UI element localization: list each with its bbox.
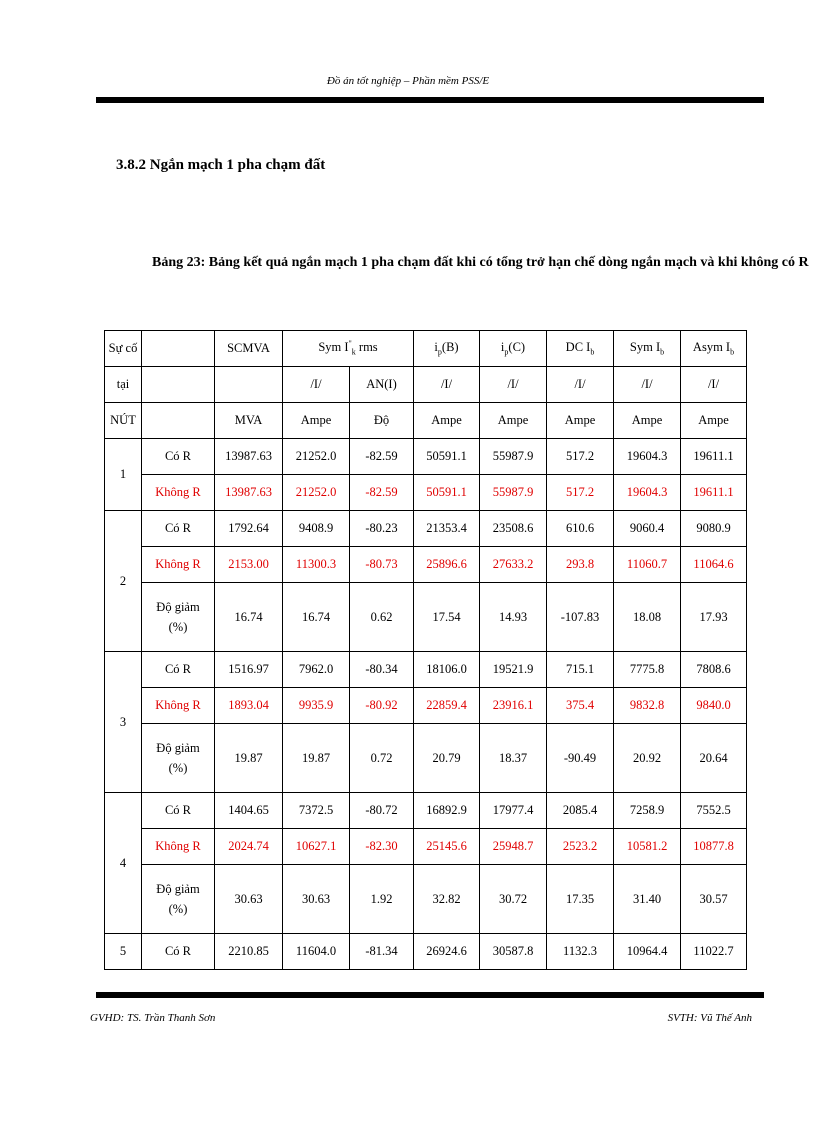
table-row bbox=[105, 724, 747, 793]
value-cell: -81.34 bbox=[350, 934, 414, 970]
value-cell: 19611.1 bbox=[681, 439, 747, 475]
node-id-cell: 1 bbox=[105, 439, 142, 511]
value-cell: 1404.65 bbox=[215, 793, 283, 829]
value-cell: 18.08 bbox=[614, 583, 681, 652]
row-label-cell bbox=[142, 865, 215, 934]
page-header: Đồ án tốt nghiệp – Phần mềm PSS/E bbox=[326, 75, 490, 87]
table-row bbox=[105, 934, 747, 970]
value-cell: 50591.1 bbox=[414, 439, 480, 475]
value-cell: 19521.9 bbox=[480, 652, 547, 688]
value-cell: -82.59 bbox=[350, 439, 414, 475]
value-cell: 30587.8 bbox=[480, 934, 547, 970]
section-title: 3.8.2 Ngắn mạch 1 pha chạm đất bbox=[116, 157, 326, 173]
value-cell: 20.92 bbox=[614, 724, 681, 793]
row-label-cell: Có R bbox=[142, 511, 215, 547]
header-blank bbox=[142, 403, 215, 439]
header-rule bbox=[96, 97, 764, 103]
value-cell: 2024.74 bbox=[215, 829, 283, 865]
header-unit: /I/ bbox=[614, 367, 681, 403]
value-cell: 2085.4 bbox=[547, 793, 614, 829]
value-cell: 25948.7 bbox=[480, 829, 547, 865]
row-label-line: Độ giảm bbox=[156, 600, 200, 614]
value-cell: -107.83 bbox=[547, 583, 614, 652]
footer-student: SVTH: Vũ Thế Anh bbox=[667, 1012, 752, 1024]
header-unit: /I/ bbox=[547, 367, 614, 403]
row-label-line: Độ giảm bbox=[156, 882, 200, 896]
value-cell: 2523.2 bbox=[547, 829, 614, 865]
table-row bbox=[105, 475, 747, 511]
value-cell: 17.35 bbox=[547, 865, 614, 934]
value-cell: 20.64 bbox=[681, 724, 747, 793]
value-cell: 50591.1 bbox=[414, 475, 480, 511]
value-cell: 11060.7 bbox=[614, 547, 681, 583]
value-cell: 11064.6 bbox=[681, 547, 747, 583]
value-cell: 1516.97 bbox=[215, 652, 283, 688]
row-label-cell bbox=[142, 583, 215, 652]
value-cell: 30.72 bbox=[480, 865, 547, 934]
header-row-2 bbox=[105, 367, 747, 403]
value-cell: 1893.04 bbox=[215, 688, 283, 724]
header-sym-ik: Sym $I^"_k$ rms bbox=[283, 331, 414, 367]
value-cell: 16.74 bbox=[215, 583, 283, 652]
table-row bbox=[105, 547, 747, 583]
value-cell: 16892.9 bbox=[414, 793, 480, 829]
header-ip-b: $i_p(B)$ bbox=[414, 331, 480, 367]
value-cell: 13987.63 bbox=[215, 475, 283, 511]
header-unit: /I/ bbox=[414, 367, 480, 403]
value-cell: -80.72 bbox=[350, 793, 414, 829]
header-unit: MVA bbox=[215, 403, 283, 439]
value-cell: 375.4 bbox=[547, 688, 614, 724]
value-cell: 517.2 bbox=[547, 439, 614, 475]
header-blank bbox=[215, 367, 283, 403]
header-unit: Ampe bbox=[547, 403, 614, 439]
value-cell: 19604.3 bbox=[614, 475, 681, 511]
value-cell: 20.79 bbox=[414, 724, 480, 793]
node-id-cell: 2 bbox=[105, 511, 142, 652]
value-cell: -80.73 bbox=[350, 547, 414, 583]
value-cell: 9408.9 bbox=[283, 511, 350, 547]
value-cell: 25145.6 bbox=[414, 829, 480, 865]
value-cell: 25896.6 bbox=[414, 547, 480, 583]
value-cell: 9832.8 bbox=[614, 688, 681, 724]
header-unit: Ampe bbox=[480, 403, 547, 439]
row-label-cell: Có R bbox=[142, 439, 215, 475]
value-cell: 293.8 bbox=[547, 547, 614, 583]
value-cell: 16.74 bbox=[283, 583, 350, 652]
value-cell: 2153.00 bbox=[215, 547, 283, 583]
table-caption: Bảng 23: Bảng kết quả ngắn mạch 1 pha chạm đất khi có tổng trở hạn chế dòng ngắn mạch và khi không có R bbox=[152, 255, 809, 270]
header-unit: Ampe bbox=[414, 403, 480, 439]
value-cell: 19.87 bbox=[215, 724, 283, 793]
value-cell: 610.6 bbox=[547, 511, 614, 547]
value-cell: 517.2 bbox=[547, 475, 614, 511]
header-blank bbox=[142, 367, 215, 403]
value-cell: -80.92 bbox=[350, 688, 414, 724]
row-label-line: (%) bbox=[168, 902, 188, 916]
value-cell: 17977.4 bbox=[480, 793, 547, 829]
value-cell: 23916.1 bbox=[480, 688, 547, 724]
header-unit: Ampe bbox=[614, 403, 681, 439]
row-label-cell: Có R bbox=[142, 934, 215, 970]
value-cell: 14.93 bbox=[480, 583, 547, 652]
row-label-line: (%) bbox=[168, 761, 188, 775]
value-cell: -80.34 bbox=[350, 652, 414, 688]
header-unit: Độ bbox=[350, 403, 414, 439]
row-label-cell: Có R bbox=[142, 652, 215, 688]
value-cell: 13987.63 bbox=[215, 439, 283, 475]
table-row bbox=[105, 439, 747, 475]
header-unit: Ampe bbox=[681, 403, 747, 439]
value-cell: 23508.6 bbox=[480, 511, 547, 547]
table-row bbox=[105, 793, 747, 829]
value-cell: 715.1 bbox=[547, 652, 614, 688]
header-sym-ib: Sym $I_b$ bbox=[614, 331, 681, 367]
value-cell: 27633.2 bbox=[480, 547, 547, 583]
value-cell: 32.82 bbox=[414, 865, 480, 934]
footer-rule bbox=[96, 992, 764, 998]
header-ip-c: $i_p(C)$ bbox=[480, 331, 547, 367]
value-cell: 17.54 bbox=[414, 583, 480, 652]
value-cell: 0.72 bbox=[350, 724, 414, 793]
value-cell: 7808.6 bbox=[681, 652, 747, 688]
value-cell: 30.57 bbox=[681, 865, 747, 934]
value-cell: 9935.9 bbox=[283, 688, 350, 724]
value-cell: 1132.3 bbox=[547, 934, 614, 970]
header-nut: NÚT bbox=[105, 403, 142, 439]
row-label-line: (%) bbox=[168, 620, 188, 634]
value-cell: -82.59 bbox=[350, 475, 414, 511]
value-cell: -90.49 bbox=[547, 724, 614, 793]
value-cell: 7775.8 bbox=[614, 652, 681, 688]
header-scmva: SCMVA bbox=[215, 331, 283, 367]
row-label-cell: Không R bbox=[142, 547, 215, 583]
header-unit: AN(I) bbox=[350, 367, 414, 403]
row-label-cell: Không R bbox=[142, 688, 215, 724]
value-cell: 7962.0 bbox=[283, 652, 350, 688]
table-row bbox=[105, 688, 747, 724]
header-unit: Ampe bbox=[283, 403, 350, 439]
header-su-co: Sự cố bbox=[105, 331, 142, 367]
header-row-3 bbox=[105, 403, 747, 439]
value-cell: 55987.9 bbox=[480, 475, 547, 511]
results-table-body bbox=[105, 331, 747, 970]
value-cell: 9080.9 bbox=[681, 511, 747, 547]
value-cell: 10964.4 bbox=[614, 934, 681, 970]
table-row bbox=[105, 583, 747, 652]
value-cell: 21252.0 bbox=[283, 439, 350, 475]
value-cell: 7258.9 bbox=[614, 793, 681, 829]
row-label-cell: Không R bbox=[142, 829, 215, 865]
value-cell: 0.62 bbox=[350, 583, 414, 652]
value-cell: 21353.4 bbox=[414, 511, 480, 547]
results-table bbox=[104, 330, 747, 970]
value-cell: 19611.1 bbox=[681, 475, 747, 511]
value-cell: 19.87 bbox=[283, 724, 350, 793]
value-cell: 31.40 bbox=[614, 865, 681, 934]
value-cell: 11604.0 bbox=[283, 934, 350, 970]
node-id-cell: 4 bbox=[105, 793, 142, 934]
header-row-1 bbox=[105, 331, 747, 367]
header-unit: /I/ bbox=[480, 367, 547, 403]
node-id-cell: 3 bbox=[105, 652, 142, 793]
value-cell: 21252.0 bbox=[283, 475, 350, 511]
value-cell: 11300.3 bbox=[283, 547, 350, 583]
value-cell: 10581.2 bbox=[614, 829, 681, 865]
value-cell: -82.30 bbox=[350, 829, 414, 865]
value-cell: 10877.8 bbox=[681, 829, 747, 865]
header-tai: tại bbox=[105, 367, 142, 403]
table-row bbox=[105, 511, 747, 547]
value-cell: 55987.9 bbox=[480, 439, 547, 475]
table-row bbox=[105, 652, 747, 688]
value-cell: 19604.3 bbox=[614, 439, 681, 475]
value-cell: 17.93 bbox=[681, 583, 747, 652]
value-cell: 30.63 bbox=[283, 865, 350, 934]
value-cell: 22859.4 bbox=[414, 688, 480, 724]
value-cell: 9060.4 bbox=[614, 511, 681, 547]
footer-supervisor: GVHD: TS. Trần Thanh Sơn bbox=[90, 1012, 216, 1024]
row-label-cell: Có R bbox=[142, 793, 215, 829]
value-cell: 1792.64 bbox=[215, 511, 283, 547]
value-cell: 7372.5 bbox=[283, 793, 350, 829]
value-cell: 26924.6 bbox=[414, 934, 480, 970]
value-cell: 18106.0 bbox=[414, 652, 480, 688]
table-row bbox=[105, 829, 747, 865]
header-asym-ib: Asym $I_b$ bbox=[681, 331, 747, 367]
value-cell: 30.63 bbox=[215, 865, 283, 934]
header-dc-ib: DC $I_b$ bbox=[547, 331, 614, 367]
node-id-cell: 5 bbox=[105, 934, 142, 970]
row-label-cell: Không R bbox=[142, 475, 215, 511]
value-cell: -80.23 bbox=[350, 511, 414, 547]
header-blank bbox=[142, 331, 215, 367]
value-cell: 7552.5 bbox=[681, 793, 747, 829]
value-cell: 18.37 bbox=[480, 724, 547, 793]
table-row bbox=[105, 865, 747, 934]
value-cell: 11022.7 bbox=[681, 934, 747, 970]
row-label-cell bbox=[142, 724, 215, 793]
value-cell: 1.92 bbox=[350, 865, 414, 934]
row-label-line: Độ giảm bbox=[156, 741, 200, 755]
value-cell: 2210.85 bbox=[215, 934, 283, 970]
header-unit: /I/ bbox=[283, 367, 350, 403]
value-cell: 9840.0 bbox=[681, 688, 747, 724]
value-cell: 10627.1 bbox=[283, 829, 350, 865]
header-unit: /I/ bbox=[681, 367, 747, 403]
